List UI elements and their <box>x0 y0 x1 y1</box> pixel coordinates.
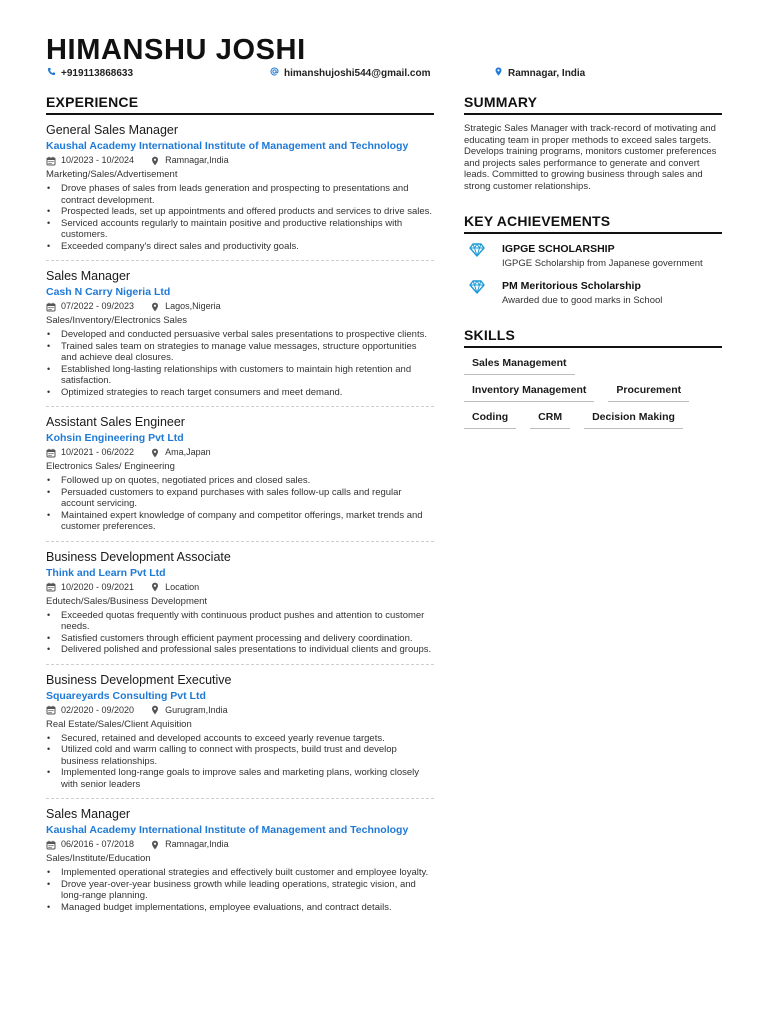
experience-section <box>46 94 434 921</box>
skill-tag: Sales Management <box>464 356 575 375</box>
company-name[interactable]: Kaushal Academy International Institute of Management and Technology <box>46 824 409 836</box>
job-entry <box>46 799 434 921</box>
job-dates: 07/2022 - 09/2023 <box>61 301 135 311</box>
company-name[interactable]: Kohsin Engineering Pvt Ltd <box>46 432 184 444</box>
job-list <box>46 115 434 921</box>
job-field: Electronics Sales/ Engineering <box>46 461 175 472</box>
bullet-item: • Followed up on quotes, negotiated prices and closed sales. <box>46 475 434 487</box>
location-pin-icon <box>150 156 160 166</box>
email-text: himanshujoshi544@gmail.com <box>284 67 431 79</box>
bullet-item: • Implemented operational strategies and effectively built customer and employee loyalty. <box>46 867 434 879</box>
location-pin-icon <box>150 840 160 850</box>
bullet-item: • Prospected leads, set up appointments and offered products and services to drive sales. <box>46 206 434 218</box>
skills-heading: SKILLS <box>464 327 722 348</box>
bullet-item: • Optimized strategies to reach target consumers and meet demand. <box>46 387 434 399</box>
job-dates: 10/2023 - 10/2024 <box>61 155 135 165</box>
bullet-item: • Implemented long-range goals to improve sales and marketing plans, working closely with senior leaders <box>46 767 434 790</box>
skill-tag: Decision Making <box>584 410 683 429</box>
location-pin-icon <box>150 705 160 715</box>
job-field: Edutech/Sales/Business Development <box>46 595 208 607</box>
job-location: Ramnagar,India <box>165 839 229 849</box>
location-text: Ramnagar, India <box>508 67 586 79</box>
contact-email[interactable] <box>270 67 430 79</box>
bullet-item: • Maintained expert knowledge of company and competitor offerings, market trends and customer preferences. <box>46 510 434 533</box>
company-name[interactable]: Squareyards Consulting Pvt Ltd <box>46 689 206 702</box>
contact-location <box>494 67 585 79</box>
calendar-icon <box>46 705 56 715</box>
job-entry <box>46 115 434 261</box>
achievement-text <box>502 242 703 271</box>
job-title: Assistant Sales Engineer <box>46 415 185 429</box>
experience-heading: EXPERIENCE <box>46 94 434 115</box>
job-dates: 10/2020 - 09/2021 <box>61 581 135 592</box>
at-icon <box>270 67 279 79</box>
achievement-name: PM Meritorious Scholarship <box>502 279 641 292</box>
job-meta <box>46 154 434 167</box>
achievement-text <box>502 279 662 308</box>
job-bullets <box>46 610 434 656</box>
phone-icon <box>47 67 56 79</box>
achievement-desc: IGPGE Scholarship from Japanese government <box>502 257 703 269</box>
sidebar-column <box>464 94 722 429</box>
job-location: Location <box>165 581 200 592</box>
job-meta <box>46 704 434 717</box>
diamond-icon <box>469 243 485 257</box>
bullet-item: • Serviced accounts regularly to maintain positive and productive relationships with customers. <box>46 218 434 241</box>
job-bullets <box>46 183 434 252</box>
skill-row <box>464 356 722 375</box>
job-entry <box>46 542 434 665</box>
job-location: Gurugram,India <box>165 704 228 715</box>
job-field: Sales/Inventory/Electronics Sales <box>46 315 187 326</box>
skills-section <box>464 327 722 429</box>
job-location: Ama,Japan <box>165 447 211 457</box>
bullet-item: • Secured, retained and developed accounts to exceed yearly revenue targets. <box>46 733 434 745</box>
job-entry <box>46 261 434 407</box>
company-name[interactable]: Think and Learn Pvt Ltd <box>46 566 166 579</box>
candidate-name: HIMANSHU JOSHI <box>46 34 306 66</box>
bullet-item: • Trained sales team on strategies to manage value messages, structure opportunities and achieve deal closures. <box>46 341 434 364</box>
job-meta <box>46 446 434 459</box>
bullet-item: • Exceeded quotas frequently with continuous product pushes and attention to customer needs. <box>46 610 434 633</box>
job-dates: 06/2016 - 07/2018 <box>61 839 135 849</box>
skill-tag: Coding <box>464 410 516 429</box>
contact-phone[interactable] <box>47 67 133 79</box>
job-bullets <box>46 733 434 791</box>
calendar-icon <box>46 156 56 166</box>
location-pin-icon <box>150 302 160 312</box>
job-entry <box>46 665 434 800</box>
job-field: Real Estate/Sales/Client Aquisition <box>46 718 192 730</box>
bullet-item: • Drove phases of sales from leads generation and prospecting to presentations and contract development. <box>46 183 434 206</box>
bullet-item: • Persuaded customers to expand purchases with sales follow-up calls and regular account servicing. <box>46 487 434 510</box>
skill-tag: Inventory Management <box>464 383 594 402</box>
bullet-item: • Managed budget implementations, employee evaluations, and contract details. <box>46 902 434 914</box>
job-meta <box>46 838 434 851</box>
achievement-desc: Awarded due to good marks in School <box>502 294 663 306</box>
achievement-item <box>464 242 722 271</box>
calendar-icon <box>46 582 56 592</box>
bullet-item: • Drove year-over-year business growth while leading operations, strategic vision, and long-range planning. <box>46 879 434 902</box>
job-meta <box>46 581 434 594</box>
job-title: Sales Manager <box>46 269 131 283</box>
skill-row <box>464 410 722 429</box>
skill-tag: Procurement <box>608 383 689 402</box>
diamond-icon <box>469 280 485 294</box>
calendar-icon <box>46 448 56 458</box>
job-title: Business Development Executive <box>46 672 232 687</box>
location-pin-icon <box>150 582 160 592</box>
bullet-item: • Exceeded company's direct sales and productivity goals. <box>46 241 434 253</box>
company-name[interactable]: Kaushal Academy International Institute of Management and Technology <box>46 140 409 152</box>
location-pin-icon <box>150 448 160 458</box>
job-title: General Sales Manager <box>46 123 179 137</box>
job-location: Ramnagar,India <box>165 155 229 165</box>
calendar-icon <box>46 302 56 312</box>
bullet-item: • Developed and conducted persuasive verbal sales presentations to prospective clients. <box>46 329 434 341</box>
job-field: Marketing/Sales/Advertisement <box>46 169 178 180</box>
bullet-item: • Established long-lasting relationships with customers to maintain high retention and satisfaction. <box>46 364 434 387</box>
map-pin-icon <box>494 67 503 79</box>
bullet-item: • Satisfied customers through efficient payment processing and delivery coordination. <box>46 633 434 645</box>
achievement-list <box>464 242 722 308</box>
skill-row <box>464 383 722 402</box>
job-title: Sales Manager <box>46 807 131 821</box>
bullet-item: • Delivered polished and professional sales presentations to individual clients and groups. <box>46 644 434 656</box>
achievement-name: IGPGE SCHOLARSHIP <box>502 242 615 255</box>
calendar-icon <box>46 840 56 850</box>
achievements-section <box>464 213 722 308</box>
skill-tag: CRM <box>530 410 570 429</box>
job-meta <box>46 300 434 313</box>
job-dates: 02/2020 - 09/2020 <box>61 704 135 715</box>
skill-list <box>464 356 722 429</box>
job-entry <box>46 407 434 542</box>
summary-heading: SUMMARY <box>464 94 722 115</box>
job-field: Sales/Institute/Education <box>46 853 151 864</box>
achievement-item <box>464 279 722 308</box>
job-bullets <box>46 329 434 398</box>
job-bullets <box>46 867 434 913</box>
job-dates: 10/2021 - 06/2022 <box>61 447 135 457</box>
job-bullets <box>46 475 434 533</box>
company-name[interactable]: Cash N Carry Nigeria Ltd <box>46 286 171 298</box>
job-location: Lagos,Nigeria <box>165 301 221 311</box>
achievements-heading: KEY ACHIEVEMENTS <box>464 213 722 234</box>
summary-section <box>464 94 722 193</box>
phone-text: +919113868633 <box>61 67 134 79</box>
summary-text: Strategic Sales Manager with track-record of motivating and educating team in proper methods to exceed sales targets. Develops training programs, monitors customer preferences and projects sales performance to generate and convert leads. Committed to growing business through sales and strong customer relationships. <box>464 123 717 192</box>
job-title: Business Development Associate <box>46 549 231 564</box>
bullet-item: • Utilized cold and warm calling to connect with prospects, build trust and develop business relationships. <box>46 744 434 767</box>
